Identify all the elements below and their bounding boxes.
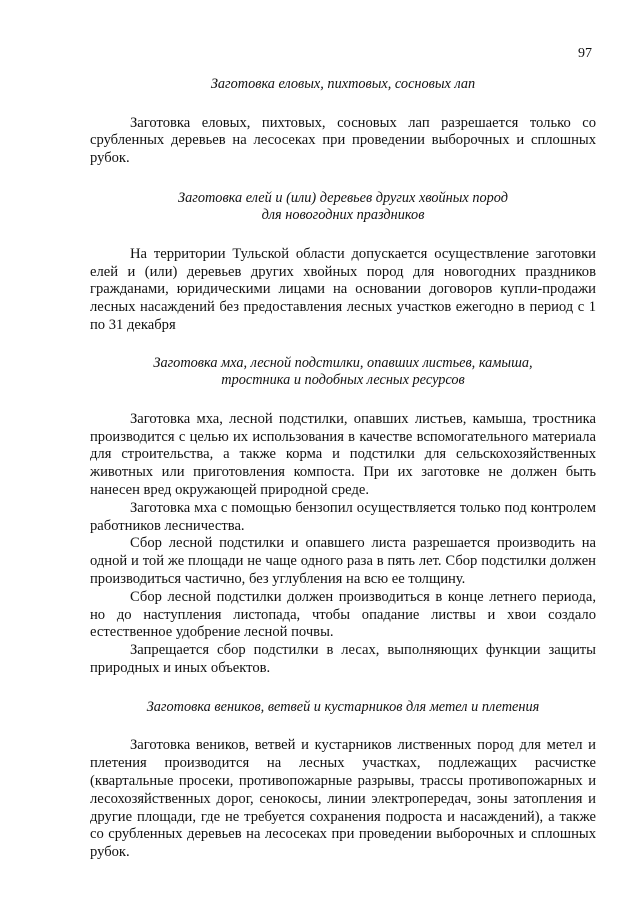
section-heading-moss-litter — [90, 355, 596, 390]
heading-line: Заготовка елей и (или) деревьев других хвойных пород — [178, 189, 508, 206]
heading-line: тростника и подобных лесных ресурсов — [221, 372, 465, 389]
heading-line: Заготовка мха, лесной подстилки, опавших листьев, камыша, — [153, 354, 533, 371]
paragraph: Заготовка мха, лесной подстилки, опавших листьев, камыша, тростника производится с целью их использования в качестве вспомогательного материала для строительства, а также корма и подстилки для сельскохозяйственных животных или приготовления компоста. При их заготовке не должен быть нанесен вред окружающей природной среде. — [90, 410, 596, 499]
paragraph: Заготовка мха с помощью бензопил осуществляется только под контролем работников лесничества. — [90, 499, 596, 534]
paragraph: Заготовка веников, ветвей и кустарников лиственных пород для метел и плетения производится на лесных участках, подлежащих расчистке (квартальные просеки, противопожарные разрывы, трассы противопожарных и лесохозяйственных дорог, сенокосы, линии электропередач, зоны затопления и другие площади, где не требуется сохранения подроста и насаждений), а также со срубленных деревьев на лесосеках при проведении выборочных и сплошных рубок. — [90, 737, 596, 861]
section-heading-brooms-branches — [90, 699, 596, 717]
paragraph: Сбор лесной подстилки должен производиться в конце летнего периода, но до наступления листопада, чтобы опадание листвы и хвои создало естественное удобрение лесной почвы. — [90, 588, 596, 641]
heading-line: для новогодних праздников — [261, 207, 425, 224]
section-heading-spruce-branches — [90, 76, 596, 94]
paragraph: Заготовка еловых, пихтовых, сосновых лап разрешается только со срубленных деревьев на лесосеках при проведении выборочных и сплошных рубок. — [90, 114, 596, 167]
document-body — [90, 76, 596, 862]
paragraph: На территории Тульской области допускается осуществление заготовки елей и (или) деревьев других хвойных пород для новогодних праздников гражданами, юридическими лицами на основании договоров купли-продажи лесных насаждений без предоставления лесных участков ежегодно в период с 1 по 31 декабря — [90, 245, 596, 334]
paragraph: Запрещается сбор подстилки в лесах, выполняющих функции защиты природных и иных объектов. — [90, 642, 596, 677]
section-heading-new-year-trees — [90, 190, 596, 225]
paragraph: Сбор лесной подстилки и опавшего листа разрешается производить на одной и той же площади не чаще одного раза в пять лет. Сбор подстилки должен производиться частично, без углубления на всю ее толщину. — [90, 535, 596, 588]
heading-line: Заготовка веников, ветвей и кустарников для метел и плетения — [146, 698, 540, 715]
heading-line: Заготовка еловых, пихтовых, сосновых лап — [210, 76, 476, 92]
page-number: 97 — [578, 46, 592, 61]
